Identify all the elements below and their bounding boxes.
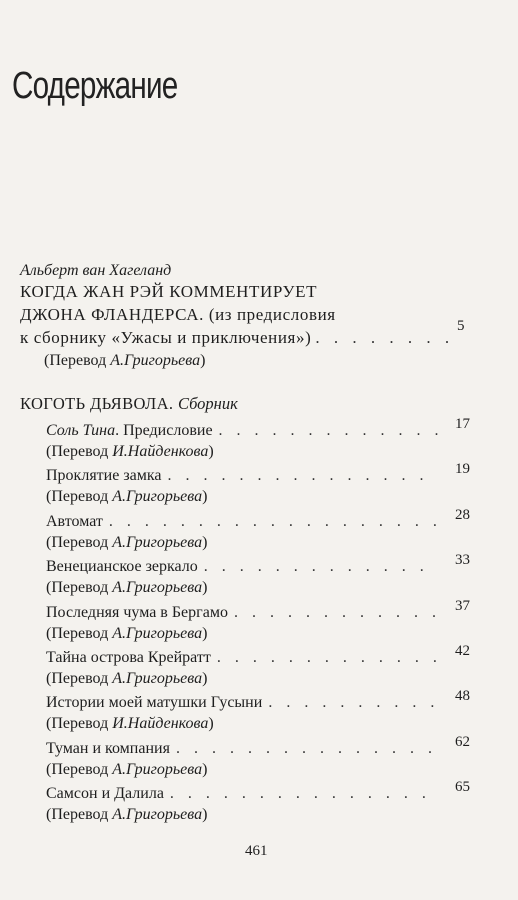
toc-entry [46, 642, 486, 692]
intro-title-line-3-row [20, 326, 490, 349]
collection-title: КОГОТЬ ДЬЯВОЛА. [20, 394, 174, 413]
intro-translation [44, 352, 205, 370]
entry-title: Последняя чума в Бергамо [46, 603, 228, 621]
intro-title-line-1: КОГДА ЖАН РЭЙ КОММЕНТИРУЕТ [20, 282, 318, 301]
entry-page-number: 28 [455, 506, 470, 523]
leader-dots [268, 692, 438, 713]
toc-entry [46, 733, 486, 783]
translation-prefix: (Перевод [46, 624, 113, 642]
entry-translation [46, 804, 486, 825]
intro-entry-title [20, 280, 490, 349]
toc-entry-title-row [46, 556, 446, 577]
toc-entry-title-row [46, 738, 446, 759]
leader-dots [168, 465, 438, 486]
translation-suffix: ) [202, 760, 208, 778]
page-title: Содержание [12, 65, 178, 108]
toc-entry-title-row [46, 647, 446, 668]
translator-name: А.Григорьева [112, 624, 203, 642]
toc-entry-title-row [46, 602, 446, 623]
translation-prefix: (Перевод [46, 533, 113, 551]
entry-translation [46, 668, 486, 689]
entry-page-number: 33 [455, 552, 470, 569]
intro-page-number: 5 [457, 318, 465, 334]
translation-prefix: (Перевод [46, 669, 113, 687]
toc-entry-title-row [46, 783, 446, 804]
toc-entry [46, 688, 486, 737]
intro-title-line-2: ДЖОНА ФЛАНДЕРСА. (из предисловия [20, 305, 336, 324]
translation-suffix: ) [202, 488, 208, 506]
entry-translation [46, 713, 486, 734]
entry-translation [46, 441, 486, 462]
translation-prefix: (Перевод [46, 488, 113, 506]
translation-prefix: (Перевод [46, 760, 113, 778]
translation-suffix: ) [202, 669, 208, 687]
translator-name: И.Найденкова [112, 443, 209, 460]
entry-title: . Предисловие [115, 422, 213, 439]
toc-entry-title-row [46, 465, 446, 486]
translator-name: А.Григорьева [110, 352, 201, 369]
entry-page-number: 19 [455, 461, 470, 478]
entry-page-number: 37 [455, 597, 470, 614]
translation-suffix: ) [208, 443, 214, 460]
leader-dots [176, 738, 438, 759]
intro-author: Альберт ван Хагеланд [20, 262, 172, 279]
entry-translation [46, 759, 486, 780]
entry-title: Истории моей матушки Гусыни [46, 694, 263, 712]
translation-prefix: (Перевод [46, 579, 113, 597]
toc-entry [46, 461, 486, 510]
leader-dots [109, 511, 438, 532]
leader-dots [219, 420, 438, 441]
toc-entry-title-row [46, 420, 446, 441]
footer-page-number: 461 [245, 843, 268, 859]
entry-page-number: 42 [455, 642, 470, 659]
collection-kind: Сборник [177, 394, 238, 413]
entry-translation [46, 486, 486, 507]
leader-dots [234, 602, 438, 623]
leader-dots [315, 326, 462, 349]
toc-entry [46, 416, 486, 465]
translation-suffix: ) [208, 715, 214, 733]
entry-title: Автомат [46, 512, 103, 530]
translator-name: А.Григорьева [112, 579, 203, 597]
translation-prefix: (Перевод [44, 352, 111, 369]
translation-suffix: ) [202, 533, 208, 551]
translation-prefix: (Перевод [46, 715, 113, 733]
entry-page-number: 17 [455, 416, 470, 432]
translator-name: А.Григорьева [112, 488, 203, 506]
intro-title-line-3: к сборнику «Ужасы и приключения») [20, 328, 312, 347]
entry-page-number: 65 [455, 779, 470, 796]
translator-name: А.Григорьева [112, 806, 203, 824]
toc-entries [46, 416, 486, 829]
leader-dots [217, 647, 438, 668]
translation-suffix: ) [202, 624, 208, 642]
entry-title: Туман и компания [46, 739, 170, 757]
collection-heading [20, 394, 238, 414]
translator-name: А.Григорьева [112, 760, 203, 778]
leader-dots [204, 556, 438, 577]
leader-dots [170, 783, 438, 804]
toc-entry [46, 779, 486, 828]
entry-title: Венецианское зеркало [46, 558, 198, 576]
translation-prefix: (Перевод [46, 806, 113, 824]
toc-entry [46, 506, 486, 556]
entry-page-number: 62 [455, 733, 470, 750]
translator-name: И.Найденкова [112, 715, 209, 733]
entry-page-number: 48 [455, 688, 470, 705]
translation-prefix: (Перевод [46, 443, 113, 460]
toc-entry [46, 552, 486, 601]
entry-title: Тайна острова Крейратт [46, 648, 211, 666]
toc-entry [46, 597, 486, 647]
translation-suffix: ) [202, 579, 208, 597]
entry-translation [46, 532, 486, 553]
toc-entry-title-row [46, 692, 446, 713]
entry-translation [46, 577, 486, 598]
translation-suffix: ) [202, 806, 208, 824]
entry-title-italic: Соль Тина [46, 422, 116, 439]
translator-name: А.Григорьева [112, 669, 203, 687]
entry-title: Самсон и Далила [46, 785, 164, 803]
translator-name: А.Григорьева [112, 533, 203, 551]
entry-translation [46, 623, 486, 644]
translation-suffix: ) [200, 352, 206, 369]
toc-entry-title-row [46, 511, 446, 532]
entry-title: Проклятие замка [46, 467, 162, 485]
